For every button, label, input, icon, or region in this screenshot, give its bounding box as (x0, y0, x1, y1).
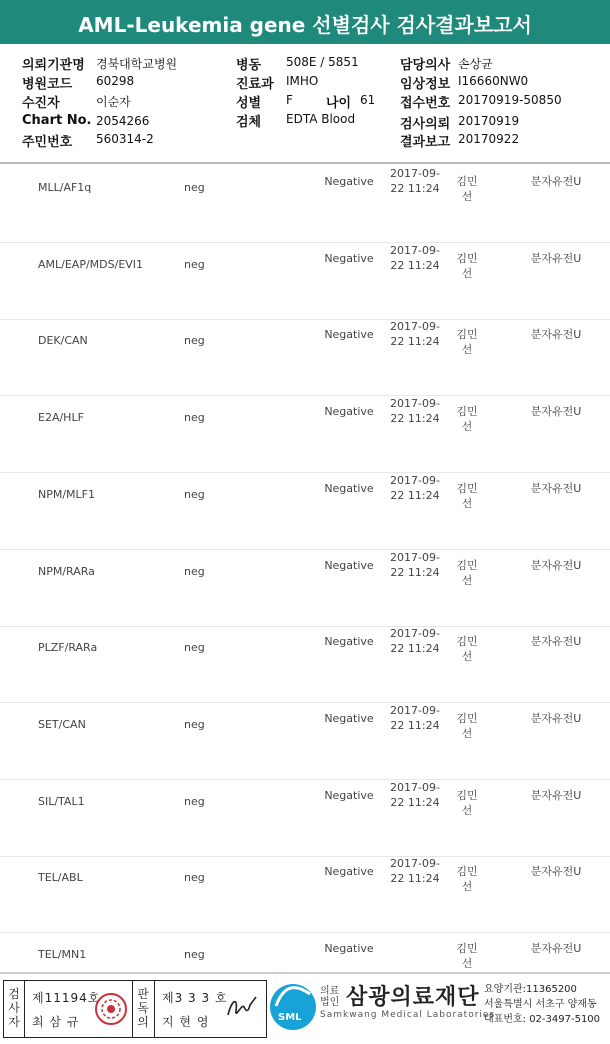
table-row (0, 626, 610, 703)
report-title-bar (0, 0, 610, 46)
corp-prefix: 의료 법인 (320, 986, 340, 1008)
table-row (0, 550, 610, 627)
report-datetime: 2017-09-22 11:24 (390, 473, 440, 502)
info-label: 병동 (236, 58, 262, 73)
info-label: 의뢰기관명 (22, 58, 85, 73)
department: 분자유전U (530, 558, 582, 572)
company-address: 서울특별시 서초구 양재동 (484, 999, 597, 1010)
interpretation: Negative (324, 635, 374, 649)
header-divider (0, 162, 610, 164)
result-value: neg (184, 948, 205, 961)
logo-wave-icon (270, 980, 316, 1010)
report-datetime: 2017-09-22 11:24 (390, 857, 440, 886)
result-value: neg (184, 564, 205, 578)
table-row (0, 396, 610, 473)
info-label: 검체 (236, 115, 262, 130)
department: 분자유전U (530, 942, 582, 955)
info-value: 508E / 5851 (286, 55, 359, 69)
reviewer-license: 제3 3 3 호 (162, 991, 228, 1005)
interpretation: Negative (324, 405, 374, 419)
technician-name: 김민선 (456, 942, 478, 970)
department: 분자유전U (530, 328, 582, 342)
table-row (0, 243, 610, 320)
reviewer-signature-icon (224, 993, 260, 1023)
info-value: 61 (360, 93, 376, 107)
report-datetime: 2017-09-22 11:24 (390, 397, 440, 426)
footer-divider (0, 972, 610, 974)
table-row (0, 780, 610, 857)
info-label: 수진자 (22, 96, 60, 111)
interpretation: Negative (324, 942, 374, 955)
info-label: Chart No. (22, 113, 92, 128)
interpretation: Negative (324, 251, 374, 265)
info-value: F (286, 93, 293, 107)
interpretation: Negative (324, 711, 374, 725)
department: 분자유전U (530, 405, 582, 419)
gene-name: E2A/HLF (38, 411, 84, 425)
result-value: neg (184, 794, 205, 808)
report-datetime: 2017-09-22 11:24 (390, 703, 440, 732)
info-value: 20170919 (458, 114, 520, 128)
interpretation: Negative (324, 788, 374, 802)
interpretation: Negative (324, 328, 374, 342)
info-value: 경북대학교병원 (96, 57, 178, 71)
result-value: neg (184, 257, 205, 271)
report-datetime: 2017-09-22 11:24 (390, 780, 440, 809)
info-value: EDTA Blood (286, 112, 356, 126)
report-footer (0, 972, 610, 1044)
table-row (0, 473, 610, 550)
examiner-seal-icon (94, 989, 128, 1029)
info-value: 이순자 (96, 95, 131, 109)
interpretation: Negative (324, 865, 374, 879)
info-label: 임상정보 (400, 77, 451, 92)
info-label: 나이 (326, 96, 352, 111)
interpretation: Negative (324, 175, 374, 188)
department: 분자유전U (530, 175, 582, 188)
info-value: 560314-2 (96, 132, 154, 146)
reviewer-name: 지 현 영 (162, 1015, 210, 1029)
divider (132, 981, 133, 1037)
company-contact (484, 982, 600, 1027)
divider (24, 981, 25, 1037)
interpretation: Negative (324, 558, 374, 572)
technician-name: 김민선 (456, 788, 478, 817)
gene-name: TEL/MN1 (38, 948, 87, 961)
result-value: neg (184, 641, 205, 655)
table-row (0, 319, 610, 396)
department: 분자유전U (530, 788, 582, 802)
department: 분자유전U (530, 711, 582, 725)
info-value: I16660NW0 (458, 74, 529, 88)
examiner-license: 제11194호 (32, 991, 101, 1005)
results-table (0, 166, 610, 972)
reviewer-label: 판독의 (137, 987, 149, 1029)
technician-name: 김민선 (456, 481, 478, 510)
technician-name: 김민선 (456, 635, 478, 664)
info-value: 손상균 (458, 57, 493, 71)
table-row (0, 703, 610, 780)
gene-name: NPM/MLF1 (38, 487, 96, 501)
info-label: 접수번호 (400, 96, 451, 111)
info-label: 담당의사 (400, 58, 451, 73)
gene-name: PLZF/RARa (38, 641, 98, 655)
signature-box (3, 980, 267, 1038)
technician-name: 김민선 (456, 328, 478, 357)
report-datetime: 2017-09-22 11:24 (390, 167, 440, 195)
report-datetime: 2017-09-22 11:24 (390, 627, 440, 656)
report-datetime: 2017-09-22 11:24 (390, 243, 440, 272)
technician-name: 김민선 (456, 175, 478, 203)
logo-mark: SML (278, 1012, 302, 1023)
gene-name: NPM/RARa (38, 564, 95, 578)
department: 분자유전U (530, 481, 582, 495)
report-datetime: 2017-09-22 11:24 (390, 550, 440, 579)
info-value: 2054266 (96, 114, 150, 128)
technician-name: 김민선 (456, 711, 478, 740)
result-value: neg (184, 181, 205, 194)
company-name: 삼광의료재단 (346, 985, 480, 1010)
care-code: 요양기관:11365200 (484, 984, 577, 995)
result-value: neg (184, 717, 205, 731)
examiner-label: 검사자 (8, 987, 20, 1029)
company-name-en: Samkwang Medical Laboratories (320, 1010, 496, 1020)
info-label: 주민번호 (22, 135, 73, 150)
info-value: IMHO (286, 74, 319, 88)
info-value: 20170922 (458, 132, 520, 146)
report-datetime: 2017-09-22 11:24 (390, 320, 440, 349)
gene-name: TEL/ABL (38, 871, 83, 885)
info-label: 결과보고 (400, 135, 451, 150)
patient-info (0, 54, 610, 150)
info-label: 성별 (236, 96, 262, 111)
department: 분자유전U (530, 251, 582, 265)
result-value: neg (184, 411, 205, 425)
technician-name: 김민선 (456, 558, 478, 587)
result-value: neg (184, 871, 205, 885)
table-row (0, 856, 610, 933)
info-label: 진료과 (236, 77, 274, 92)
gene-name: MLL/AF1q (38, 181, 92, 194)
result-value: neg (184, 334, 205, 348)
technician-name: 김민선 (456, 251, 478, 280)
info-value: 20170919-50850 (458, 93, 562, 107)
gene-name: DEK/CAN (38, 334, 88, 348)
divider (154, 981, 155, 1037)
department: 분자유전U (530, 865, 582, 879)
department: 분자유전U (530, 635, 582, 649)
gene-name: SET/CAN (38, 717, 86, 731)
company-phone: 대표번호: 02-3497-5100 (484, 1014, 601, 1025)
interpretation: Negative (324, 481, 374, 495)
technician-name: 김민선 (456, 865, 478, 894)
title-underline (0, 44, 610, 46)
info-label: 검사의뢰 (400, 117, 451, 132)
info-value: 60298 (96, 74, 135, 88)
technician-name: 김민선 (456, 405, 478, 434)
table-row (0, 166, 610, 243)
table-row (0, 933, 610, 972)
gene-name: AML/EAP/MDS/EVI1 (38, 257, 144, 271)
result-value: neg (184, 487, 205, 501)
report-title: AML-Leukemia gene 선별검사 검사결과보고서 (78, 13, 532, 37)
examiner-name: 최 삼 규 (32, 1015, 80, 1029)
gene-name: SIL/TAL1 (38, 794, 85, 808)
info-label: 병원코드 (22, 77, 73, 92)
